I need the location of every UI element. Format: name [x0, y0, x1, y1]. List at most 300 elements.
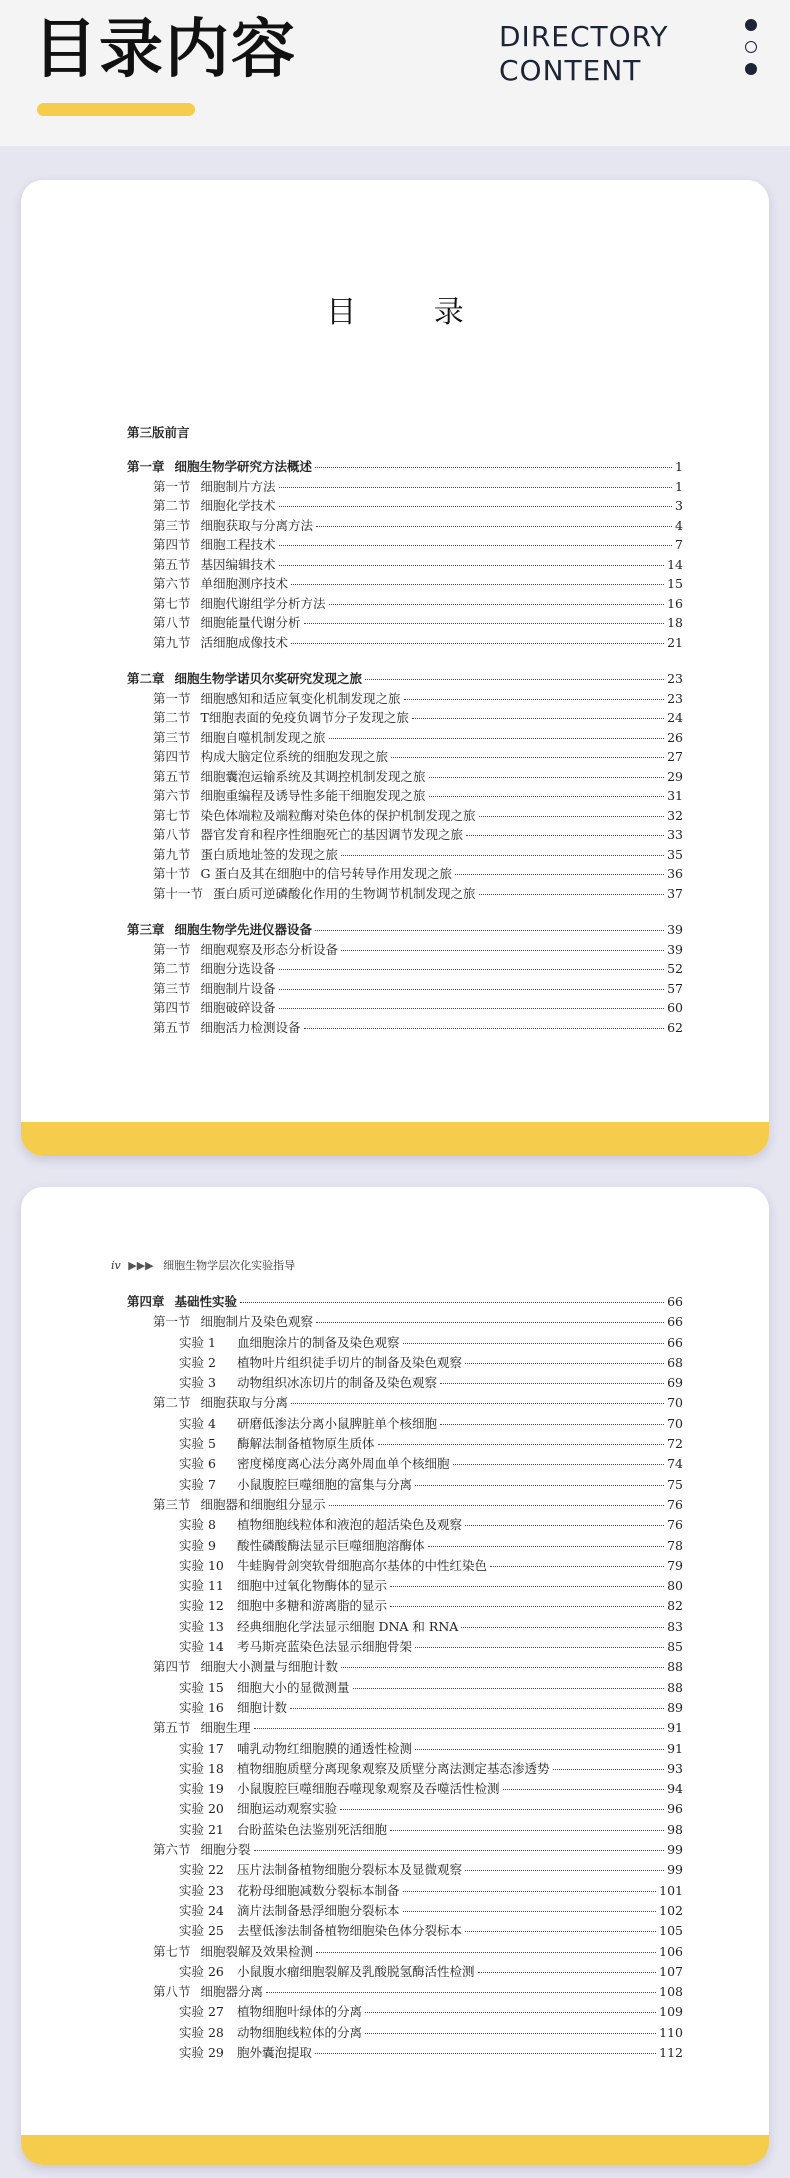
toc-section-row[interactable]	[127, 1393, 683, 1413]
toc-section-row[interactable]	[127, 1982, 683, 2002]
dot-leader	[440, 1424, 664, 1425]
toc-experiment-row[interactable]	[127, 1901, 683, 1921]
toc-entry-title: 染色体端粒及端粒酶对染色体的保护机制发现之旅	[200, 807, 476, 823]
toc-entry-page: 18	[667, 615, 683, 630]
toc-entry-title: 压片法制备植物细胞分裂标本及显微观察	[237, 1862, 463, 1878]
toc-entry-number: 第九节	[153, 846, 191, 862]
dot-leader	[479, 894, 665, 895]
toc-experiment-row[interactable]	[127, 1434, 683, 1454]
toc-entry-page: 24	[667, 710, 683, 725]
dot-leader	[365, 2012, 656, 2013]
toc-section-row[interactable]	[127, 728, 683, 748]
toc-section-row[interactable]	[127, 825, 683, 845]
toc-entry-title: 酸性磷酸酶法显示巨噬细胞溶酶体	[237, 1537, 425, 1553]
toc-entry-number: 第一节	[153, 690, 191, 706]
toc-entry-page: 23	[667, 671, 683, 686]
yellow-footer-band	[21, 1122, 769, 1156]
toc-entry-title: 细胞生物学先进仪器设备	[174, 922, 313, 937]
dot-leader	[279, 1008, 665, 1009]
toc-entry-number: 实验 3	[179, 1375, 216, 1391]
toc-experiment-row[interactable]	[127, 1759, 683, 1779]
toc-entry-title: 细胞运动观察实验	[237, 1801, 338, 1817]
english-title-line1: DIRECTORY	[499, 20, 669, 53]
dot-leader	[304, 623, 665, 624]
toc-experiment-row[interactable]	[127, 1454, 683, 1474]
toc-entry-title: 活细胞成像技术	[200, 634, 289, 650]
toc-entry-number: 实验 21	[179, 1821, 224, 1837]
toc-entry-title: 细胞制片设备	[200, 980, 276, 996]
toc-entry-page: 94	[667, 1781, 683, 1797]
toc-entry-number: 实验 11	[179, 1578, 224, 1594]
toc-entry-page: 70	[667, 1415, 683, 1431]
dot-leader	[378, 1444, 665, 1445]
toc-section-row[interactable]	[127, 496, 683, 516]
toc-entry-title: 酶解法制备植物原生质体	[237, 1436, 375, 1452]
toc-entry-number: 第一节	[153, 478, 191, 494]
toc-entry-title: 基因编辑技术	[200, 556, 276, 572]
toc-entry-page: 91	[667, 1720, 683, 1736]
toc-experiment-row[interactable]	[127, 1637, 683, 1657]
dot-leader	[304, 1028, 665, 1029]
toc-entry-page: 89	[667, 1699, 683, 1715]
dot-leader	[329, 1505, 665, 1506]
toc-entry-title: 细胞化学技术	[200, 498, 276, 513]
toc-entry-page: 76	[667, 1496, 683, 1512]
toc-entry-title: 细胞生理	[200, 1720, 251, 1736]
toc-entry-number: 第八节	[153, 827, 191, 842]
toc-entry-page: 36	[667, 866, 683, 881]
toc-entry-page: 32	[667, 807, 683, 823]
toc-entry-title: 细胞囊泡运输系统及其调控机制发现之旅	[200, 768, 426, 784]
toc-entry-number: 实验 29	[179, 2044, 224, 2060]
page-title: 目录内容	[33, 13, 297, 87]
toc-entry-number: 实验 28	[179, 2024, 224, 2040]
toc-entry-number: 第六节	[153, 1842, 191, 1858]
toc-entry-page: 76	[667, 1517, 683, 1533]
toc-experiment-row[interactable]	[127, 1414, 683, 1434]
toc-chapter-row[interactable]	[127, 920, 683, 940]
toc-experiment-row[interactable]	[127, 1962, 683, 1982]
toc-entry-page: 14	[667, 556, 683, 572]
toc-experiment-row[interactable]	[127, 1881, 683, 1901]
toc-entry-number: 第四节	[153, 1000, 191, 1015]
toc-entry-page: 112	[659, 2044, 683, 2060]
toc-experiment-row[interactable]	[127, 1860, 683, 1880]
toc-entry-number: 第十一节	[153, 885, 204, 901]
dot-leader	[353, 1688, 665, 1689]
dots-decoration	[745, 19, 759, 85]
dot-leader	[341, 1667, 664, 1668]
toc-entry-page: 60	[667, 1000, 683, 1015]
toc-section-row[interactable]	[127, 998, 683, 1018]
toc-section-row[interactable]	[127, 708, 683, 728]
yellow-footer-band	[21, 2135, 769, 2165]
toc-experiment-row[interactable]	[127, 1475, 683, 1495]
toc-section-row[interactable]	[127, 864, 683, 884]
dot-leader	[329, 604, 665, 605]
toc-section-row[interactable]	[127, 1942, 683, 1962]
filled-dot-icon	[745, 63, 757, 75]
dot-leader	[490, 1566, 664, 1567]
toc-entry-title: 细胞器和细胞组分显示	[200, 1496, 326, 1512]
toc-entry-number: 第六节	[153, 576, 191, 591]
toc-entry-number: 第八节	[153, 1984, 191, 2000]
filled-dot-icon	[745, 19, 757, 31]
toc-entry-number: 第七节	[153, 595, 191, 611]
header	[0, 0, 790, 146]
toc-entry-title: 细胞裂解及效果检测	[200, 1943, 314, 1959]
toc-entry-number: 实验 5	[179, 1436, 216, 1452]
dot-leader	[254, 1850, 665, 1851]
dot-leader	[316, 1952, 656, 1953]
dot-leader	[391, 757, 664, 758]
toc-section-row[interactable]	[127, 613, 683, 633]
dot-leader	[428, 1546, 665, 1547]
toc-entry-page: 80	[667, 1578, 683, 1594]
toc-entry-number: 第七节	[153, 807, 191, 823]
toc-entry-page: 29	[667, 768, 683, 784]
dot-leader	[455, 874, 664, 875]
dot-leader	[403, 1891, 657, 1892]
toc-section-row[interactable]	[127, 806, 683, 826]
toc-entry-number: 实验 25	[179, 1923, 224, 1939]
toc-experiment-row[interactable]	[127, 1556, 683, 1576]
toc-experiment-row[interactable]	[127, 1373, 683, 1393]
toc-entry-page: 101	[659, 1882, 683, 1898]
toc-section-row[interactable]	[127, 594, 683, 614]
toc-entry-number: 第一章	[127, 459, 165, 474]
toc-entry-title: 细胞生物学研究方法概述	[174, 459, 313, 474]
dot-leader	[279, 565, 665, 566]
running-page-number: iv	[111, 1259, 121, 1272]
dot-leader	[412, 718, 664, 719]
toc-experiment-row[interactable]	[127, 1617, 683, 1637]
toc-entry-page: 110	[659, 2024, 683, 2040]
toc-entry-number: 实验 4	[179, 1415, 216, 1431]
toc-entry-page: 39	[667, 922, 683, 937]
toc-entry-title: 哺乳动物红细胞膜的通透性检测	[237, 1740, 413, 1756]
toc-entry-title: 器官发育和程序性细胞死亡的基因调节发现之旅	[200, 827, 464, 842]
toc-entry-number: 实验 20	[179, 1801, 224, 1817]
toc-experiment-row[interactable]	[127, 1515, 683, 1535]
toc-entry-page: 74	[667, 1456, 683, 1472]
toc-entry-page: 99	[667, 1862, 683, 1878]
toc-entry-title: 经典细胞化学法显示细胞 DNA 和 RNA	[237, 1618, 459, 1634]
dot-leader	[291, 1403, 664, 1404]
toc-entry-number: 第四节	[153, 537, 191, 552]
ring-dot-icon	[745, 41, 757, 53]
toc-entry-number: 实验 12	[179, 1598, 224, 1614]
toc-section-row[interactable]	[127, 574, 683, 594]
toc-entry-number: 实验 24	[179, 1902, 224, 1918]
toc-entry-title: 细胞中过氧化物酶体的显示	[237, 1578, 388, 1594]
running-book-title: 细胞生物学层次化实验指导	[163, 1259, 296, 1272]
toc-entry-number: 第五节	[153, 768, 191, 784]
toc-entry-number: 第五节	[153, 556, 191, 572]
toc-list-1	[127, 457, 683, 1037]
toc-entry-number: 第九节	[153, 634, 191, 650]
toc-entry-title: 植物细胞线粒体和液泡的超活染色及观察	[237, 1517, 463, 1533]
toc-entry-number: 第三节	[153, 1496, 191, 1512]
toc-experiment-row[interactable]	[127, 2002, 683, 2022]
toc-entry-page: 106	[659, 1943, 683, 1959]
preface-entry: 第三版前言	[127, 425, 190, 440]
dot-leader	[290, 1708, 664, 1709]
toc-entry-number: 第六节	[153, 788, 191, 803]
toc-entry-number: 实验 8	[179, 1517, 216, 1533]
dot-leader	[415, 1749, 664, 1750]
toc-entry-page: 3	[675, 498, 683, 513]
toc-entry-title: 细胞能量代谢分析	[200, 615, 301, 630]
toc-entry-title: 细胞制片方法	[200, 478, 276, 494]
toc-section-row[interactable]	[127, 747, 683, 767]
toc-page-2-card	[21, 1187, 769, 2165]
toc-chapter-row[interactable]	[127, 1292, 683, 1312]
dot-leader	[254, 1728, 665, 1729]
dot-leader	[315, 2053, 656, 2054]
toc-section-row[interactable]	[127, 555, 683, 575]
dot-leader	[415, 1647, 664, 1648]
dot-leader	[404, 699, 665, 700]
toc-entry-page: 99	[667, 1842, 683, 1858]
toc-experiment-row[interactable]	[127, 1576, 683, 1596]
toc-entry-page: 7	[675, 537, 683, 552]
title-underline-bar	[37, 103, 195, 116]
toc-experiment-row[interactable]	[127, 1333, 683, 1353]
toc-entry-number: 第八节	[153, 615, 191, 630]
toc-entry-page: 109	[659, 2004, 683, 2020]
toc-entry-page: 66	[667, 1294, 683, 1309]
toc-section-row[interactable]	[127, 940, 683, 960]
toc-entry-title: 基础性实验	[174, 1294, 238, 1309]
toc-entry-number: 实验 23	[179, 1882, 224, 1898]
toc-entry-page: 68	[667, 1354, 683, 1370]
toc-entry-number: 实验 22	[179, 1862, 224, 1878]
toc-entry-page: 102	[659, 1902, 683, 1918]
toc-entry-number: 第三节	[153, 729, 191, 745]
toc-section-row[interactable]	[127, 1495, 683, 1515]
toc-section-row[interactable]	[127, 1657, 683, 1677]
toc-entry-title: 血细胞涂片的制备及染色观察	[237, 1334, 400, 1350]
toc-section-row[interactable]	[127, 516, 683, 536]
dot-leader	[291, 584, 664, 585]
toc-experiment-row[interactable]	[127, 1739, 683, 1759]
toc-entry-page: 88	[667, 1679, 683, 1695]
toc-entry-number: 实验 9	[179, 1537, 216, 1553]
toc-chapter-row[interactable]	[127, 457, 683, 477]
toc-entry-title: 细胞自噬机制发现之旅	[200, 729, 326, 745]
toc-entry-title: 构成大脑定位系统的细胞发现之旅	[200, 749, 389, 764]
toc-entry-page: 4	[675, 517, 683, 533]
toc-section-row[interactable]	[127, 633, 683, 653]
toc-list-2	[127, 1292, 683, 2063]
dot-leader	[279, 506, 673, 507]
toc-entry-number: 实验 14	[179, 1639, 224, 1655]
dot-leader	[465, 1870, 664, 1871]
toc-entry-title: 密度梯度离心法分离外周血单个核细胞	[237, 1456, 450, 1472]
toc-section-row[interactable]	[127, 1718, 683, 1738]
dot-leader	[340, 1809, 664, 1810]
dot-leader	[279, 969, 665, 970]
toc-entry-number: 第二节	[153, 498, 191, 513]
dot-leader	[341, 950, 664, 951]
dot-leader	[429, 796, 665, 797]
toc-entry-page: 108	[659, 1984, 683, 2000]
toc-entry-number: 实验 19	[179, 1781, 224, 1797]
toc-entry-page: 69	[667, 1375, 683, 1391]
toc-entry-title: 去壁低渗法制备植物细胞染色体分裂标本	[237, 1923, 463, 1939]
toc-experiment-row[interactable]	[127, 1353, 683, 1373]
toc-entry-title: 动物细胞线粒体的分离	[237, 2024, 363, 2040]
toc-entry-title: 小鼠腹腔巨噬细胞吞噬现象观察及吞噬活性检测	[237, 1781, 500, 1797]
toc-entry-number: 实验 27	[179, 2004, 224, 2020]
toc-entry-page: 88	[667, 1659, 683, 1675]
toc-experiment-row[interactable]	[127, 1536, 683, 1556]
toc-entry-number: 第二节	[153, 1395, 191, 1411]
dot-leader	[503, 1789, 665, 1790]
toc-experiment-row[interactable]	[127, 1698, 683, 1718]
dot-leader	[403, 1911, 657, 1912]
dot-leader	[429, 777, 665, 778]
toc-entry-page: 35	[667, 846, 683, 862]
toc-entry-page: 26	[667, 729, 683, 745]
english-title	[499, 20, 668, 88]
toc-section-row[interactable]	[127, 689, 683, 709]
toc-experiment-row[interactable]	[127, 2043, 683, 2063]
toc-entry-title: 考马斯亮蓝染色法显示细胞骨架	[237, 1639, 413, 1655]
dot-leader	[279, 487, 673, 488]
toc-section-row[interactable]	[127, 979, 683, 999]
toc-entry-page: 82	[667, 1598, 683, 1614]
toc-entry-title: 细胞获取与分离	[200, 1395, 289, 1411]
toc-entry-title: 研磨低渗法分离小鼠脾脏单个核细胞	[237, 1415, 438, 1431]
dot-leader	[453, 1464, 665, 1465]
toc-section-row[interactable]	[127, 959, 683, 979]
dot-leader	[315, 930, 664, 931]
toc-entry-page: 39	[667, 941, 683, 957]
toc-entry-title: 牛蛙胸骨剑突软骨细胞高尔基体的中性红染色	[237, 1557, 488, 1573]
toc-entry-title: 植物细胞叶绿体的分离	[237, 2004, 363, 2020]
dot-leader	[390, 1830, 664, 1831]
toc-entry-page: 105	[659, 1923, 683, 1939]
toc-entry-title: 细胞计数	[237, 1699, 288, 1715]
toc-entry-page: 31	[667, 788, 683, 803]
toc-entry-number: 第三章	[127, 922, 165, 937]
toc-section-row[interactable]	[127, 845, 683, 865]
dot-leader	[415, 1485, 664, 1486]
toc-entry-number: 第二章	[127, 671, 165, 686]
dot-leader	[465, 1525, 664, 1526]
toc-entry-number: 第二节	[153, 961, 191, 976]
toc-section-row[interactable]	[127, 767, 683, 787]
toc-entry-title: 细胞大小测量与细胞计数	[200, 1659, 339, 1675]
toc-entry-number: 实验 16	[179, 1699, 224, 1715]
toc-entry-title: 细胞中多糖和游离脂的显示	[237, 1598, 388, 1614]
dot-leader	[403, 1343, 665, 1344]
toc-entry-page: 62	[667, 1019, 683, 1035]
dot-leader	[316, 526, 672, 527]
toc-entry-number: 实验 2	[179, 1354, 216, 1370]
toc-section-row[interactable]	[127, 535, 683, 555]
dot-leader	[266, 1992, 656, 1993]
toc-entry-page: 23	[667, 690, 683, 706]
toc-entry-title: 花粉母细胞减数分裂标本制备	[237, 1882, 400, 1898]
toc-entry-page: 52	[667, 961, 683, 976]
toc-experiment-row[interactable]	[127, 1921, 683, 1941]
toc-entry-title: 小鼠腹水瘤细胞裂解及乳酸脱氢酶活性检测	[237, 1963, 475, 1979]
toc-entry-page: 91	[667, 1740, 683, 1756]
toc-entry-number: 第四节	[153, 749, 191, 764]
toc-entry-page: 98	[667, 1821, 683, 1837]
toc-entry-page: 27	[667, 749, 683, 764]
toc-entry-page: 75	[667, 1476, 683, 1492]
toc-entry-number: 实验 7	[179, 1476, 216, 1492]
toc-experiment-row[interactable]	[127, 1799, 683, 1819]
toc-entry-page: 66	[667, 1334, 683, 1350]
toc-entry-page: 21	[667, 634, 683, 650]
dot-leader	[553, 1769, 665, 1770]
toc-section-row[interactable]	[127, 1018, 683, 1038]
toc-experiment-row[interactable]	[127, 1678, 683, 1698]
toc-entry-title: 细胞感知和适应氧变化机制发现之旅	[200, 690, 401, 706]
toc-entry-title: 植物叶片组织徒手切片的制备及染色观察	[237, 1354, 463, 1370]
toc-section-row[interactable]	[127, 477, 683, 497]
dot-leader	[479, 816, 665, 817]
toc-entry-title: 动物组织冰冻切片的制备及染色观察	[237, 1375, 438, 1391]
toc-entry-title: 细胞分裂	[200, 1842, 251, 1858]
toc-section-row[interactable]	[127, 1312, 683, 1332]
toc-experiment-row[interactable]	[127, 2023, 683, 2043]
toc-entry-number: 第一节	[153, 941, 191, 957]
toc-entry-page: 15	[667, 576, 683, 591]
toc-chapter-row[interactable]	[127, 669, 683, 689]
dot-leader	[440, 1383, 664, 1384]
toc-section-row[interactable]	[127, 1840, 683, 1860]
toc-section-row[interactable]	[127, 884, 683, 904]
toc-entry-page: 16	[667, 595, 683, 611]
toc-entry-number: 第十节	[153, 866, 191, 881]
dot-leader	[279, 545, 673, 546]
toc-entry-number: 第二节	[153, 710, 191, 725]
dot-leader	[465, 1363, 664, 1364]
toc-experiment-row[interactable]	[127, 1820, 683, 1840]
dot-leader	[390, 1606, 664, 1607]
dot-leader	[291, 643, 664, 644]
toc-entry-title: T细胞表面的免疫负调节分子发现之旅	[200, 710, 409, 725]
toc-entry-number: 实验 17	[179, 1740, 224, 1756]
toc-entry-page: 57	[667, 980, 683, 996]
dot-leader	[365, 2033, 656, 2034]
toc-experiment-row[interactable]	[127, 1779, 683, 1799]
toc-entry-page: 93	[667, 1760, 683, 1776]
toc-entry-number: 实验 1	[179, 1334, 216, 1350]
toc-entry-number: 实验 15	[179, 1679, 224, 1695]
toc-entry-number: 第三节	[153, 980, 191, 996]
dot-leader	[465, 1931, 656, 1932]
toc-section-row[interactable]	[127, 786, 683, 806]
toc-experiment-row[interactable]	[127, 1596, 683, 1616]
toc-entry-title: 滴片法制备悬浮细胞分裂标本	[237, 1902, 400, 1918]
toc-entry-title: 细胞代谢组学分析方法	[200, 595, 326, 611]
dot-leader	[315, 467, 672, 468]
toc-entry-title: 细胞分选设备	[200, 961, 276, 976]
toc-entry-title: 细胞大小的显微测量	[237, 1679, 350, 1695]
toc-entry-page: 85	[667, 1639, 683, 1655]
toc-entry-title: 蛋白质可逆磷酸化作用的生物调节机制发现之旅	[213, 885, 476, 901]
toc-entry-title: 细胞获取与分离方法	[200, 517, 314, 533]
toc-entry-title: 细胞观察及形态分析设备	[200, 941, 339, 957]
toc-entry-title: 细胞工程技术	[200, 537, 276, 552]
